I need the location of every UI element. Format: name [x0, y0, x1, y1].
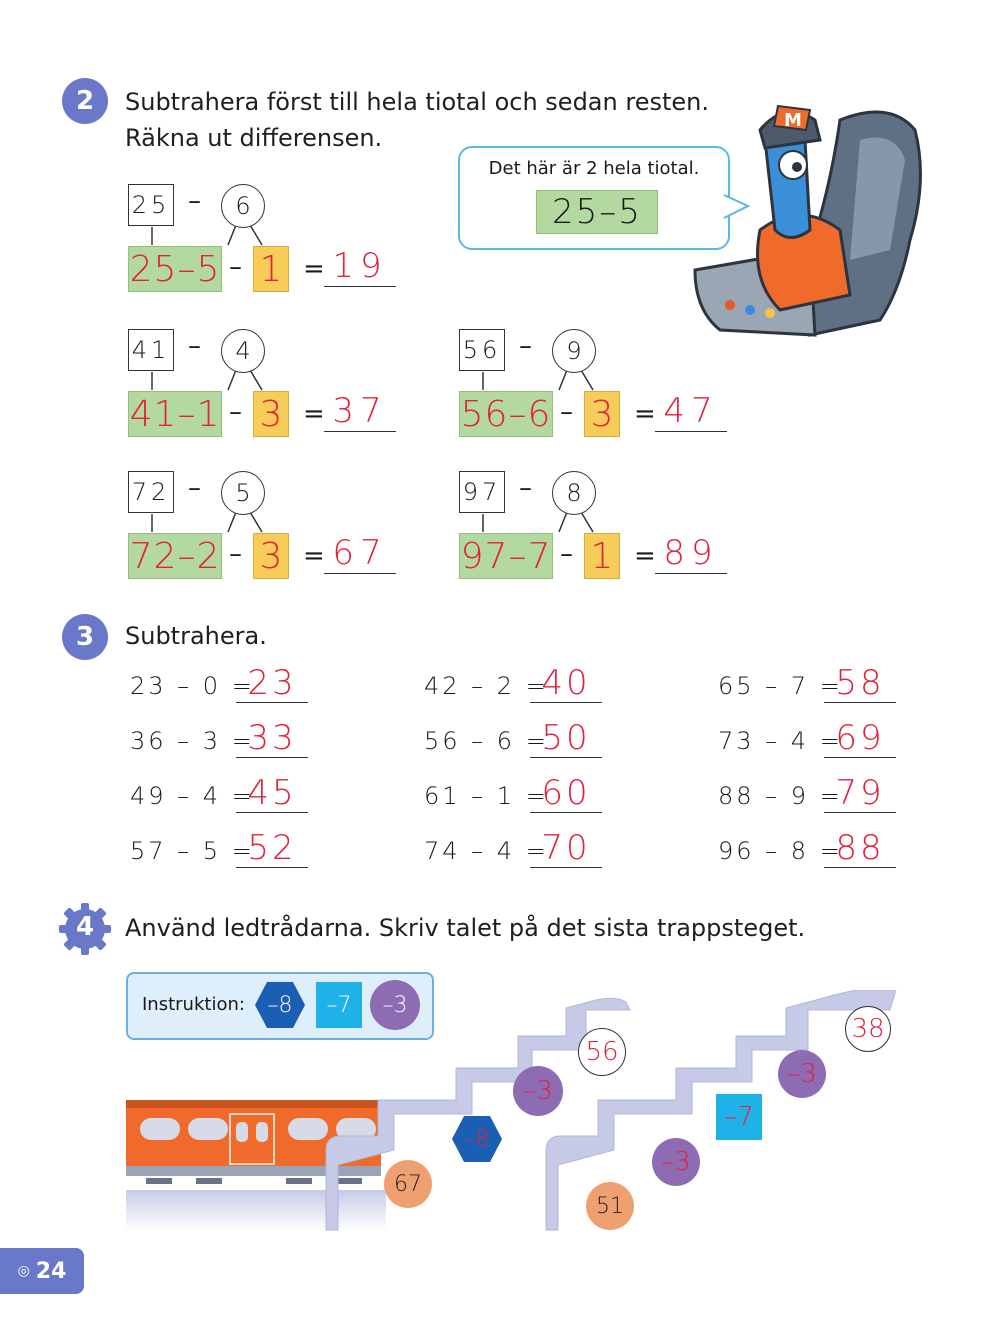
exercise-answer[interactable]: 52	[236, 829, 308, 868]
problem-1-answer[interactable]: 19	[324, 246, 396, 287]
stair-1-result[interactable]: 56	[578, 1028, 626, 1076]
section-4-instruction: Använd ledtrådarna. Skriv talet på det sista trappsteget.	[125, 914, 806, 942]
exercise-question: 23 – 0 =	[130, 672, 255, 700]
exercise-question: 65 – 7 =	[718, 672, 843, 700]
problem-3-tens-box: 56	[459, 329, 505, 371]
speech-bubble-expression: 25–5	[536, 190, 658, 234]
exercise-answer[interactable]: 23	[236, 664, 308, 703]
equals-sign: =	[303, 254, 325, 284]
minus-sign: –	[188, 331, 201, 361]
problem-2-answer[interactable]: 37	[324, 391, 396, 432]
page-number: 24	[35, 1258, 67, 1284]
exercise-question: 36 – 3 =	[130, 727, 255, 755]
chip-minus-7: –7	[316, 982, 362, 1028]
instruction-label: Instruktion:	[142, 994, 245, 1015]
minus-sign: –	[560, 539, 573, 569]
speech-bubble-text: Det här är 2 hela tiotal.	[488, 158, 700, 179]
chip-minus-3: –3	[370, 980, 420, 1030]
problem-4-yellow-box: 3	[253, 533, 289, 579]
exercise-answer[interactable]: 50	[530, 719, 602, 758]
problem-2-subtrahend-circle: 4	[221, 329, 265, 373]
exercise-question: 74 – 4 =	[424, 837, 549, 865]
exercise-answer[interactable]: 58	[824, 664, 896, 703]
equals-sign: =	[303, 541, 325, 571]
stair-2-step1-minus-3: –3	[652, 1138, 700, 1186]
section-3-badge: 3	[62, 614, 108, 660]
exercise-question: 61 – 1 =	[424, 782, 549, 810]
stair-2-result[interactable]: 38	[845, 1006, 891, 1052]
problem-5-subtrahend-circle: 8	[552, 471, 596, 515]
problem-5-tens-box: 97	[459, 471, 505, 513]
page-number-tab	[0, 1248, 84, 1294]
problem-1-subtrahend-circle: 6	[221, 184, 265, 228]
problem-4-subtrahend-circle: 5	[221, 471, 265, 515]
exercise-question: 56 – 6 =	[424, 727, 549, 755]
exercise-answer[interactable]: 60	[530, 774, 602, 813]
problem-4-answer[interactable]: 67	[324, 533, 396, 574]
problem-2-green-box: 41–1	[128, 391, 222, 437]
problem-3-answer[interactable]: 47	[655, 391, 727, 432]
mascot-illustration	[690, 80, 930, 350]
problem-1-yellow-box: 1	[253, 246, 289, 292]
exercise-question: 57 – 5 =	[130, 837, 255, 865]
problem-3-green-box: 56–6	[459, 391, 553, 437]
exercise-question: 49 – 4 =	[130, 782, 255, 810]
exercise-answer[interactable]: 88	[824, 829, 896, 868]
minus-sign: –	[519, 331, 532, 361]
stair-1-step1-minus-8: –8	[464, 1126, 490, 1152]
stair-2-step3-minus-3: –3	[778, 1050, 826, 1098]
exercise-question: 88 – 9 =	[718, 782, 843, 810]
equals-sign: =	[634, 541, 656, 571]
exercise-answer[interactable]: 45	[236, 774, 308, 813]
minus-sign: –	[560, 397, 573, 427]
stair-2-step2-minus-7: –7	[716, 1094, 762, 1140]
minus-sign: –	[229, 397, 242, 427]
minus-sign: –	[188, 186, 201, 216]
problem-5-yellow-box: 1	[584, 533, 620, 579]
chip-minus-8: –8	[267, 992, 293, 1018]
equals-sign: =	[303, 399, 325, 429]
train-and-stairs-scene	[126, 990, 906, 1240]
mascot-cap-letter: M	[784, 110, 802, 131]
exercise-question: 73 – 4 =	[718, 727, 843, 755]
exercise-answer[interactable]: 70	[530, 829, 602, 868]
page-number-circle-icon: ◎	[17, 1263, 30, 1279]
exercise-answer[interactable]: 33	[236, 719, 308, 758]
equals-sign: =	[634, 399, 656, 429]
minus-sign: –	[188, 473, 201, 503]
problem-5-answer[interactable]: 89	[655, 533, 727, 574]
stair-1-start-number: 67	[384, 1160, 432, 1208]
stair-2-start-number: 51	[586, 1182, 634, 1230]
exercise-answer[interactable]: 40	[530, 664, 602, 703]
exercise-answer[interactable]: 79	[824, 774, 896, 813]
problem-4-tens-box: 72	[128, 471, 174, 513]
exercise-question: 42 – 2 =	[424, 672, 549, 700]
section-2-instruction-line1: Subtrahera först till hela tiotal och sedan resten.	[125, 88, 709, 116]
exercise-question: 96 – 8 =	[718, 837, 843, 865]
problem-3-subtrahend-circle: 9	[552, 329, 596, 373]
problem-5-green-box: 97–7	[459, 533, 553, 579]
problem-3-yellow-box: 3	[584, 391, 620, 437]
section-4-badge-number: 4	[75, 912, 95, 942]
minus-sign: –	[229, 539, 242, 569]
problem-2-tens-box: 41	[128, 329, 174, 371]
problem-1-tens-box: 25	[128, 184, 174, 226]
minus-sign: –	[229, 252, 242, 282]
exercise-answer[interactable]: 69	[824, 719, 896, 758]
section-2-instruction-line2: Räkna ut differensen.	[125, 124, 383, 152]
problem-4-green-box: 72–2	[128, 533, 222, 579]
problem-1-green-box: 25–5	[128, 246, 222, 292]
section-3-instruction: Subtrahera.	[125, 622, 267, 650]
stair-1-step2-minus-3: –3	[513, 1066, 563, 1116]
problem-2-yellow-box: 3	[253, 391, 289, 437]
section-2-badge: 2	[62, 78, 108, 124]
minus-sign: –	[519, 473, 532, 503]
